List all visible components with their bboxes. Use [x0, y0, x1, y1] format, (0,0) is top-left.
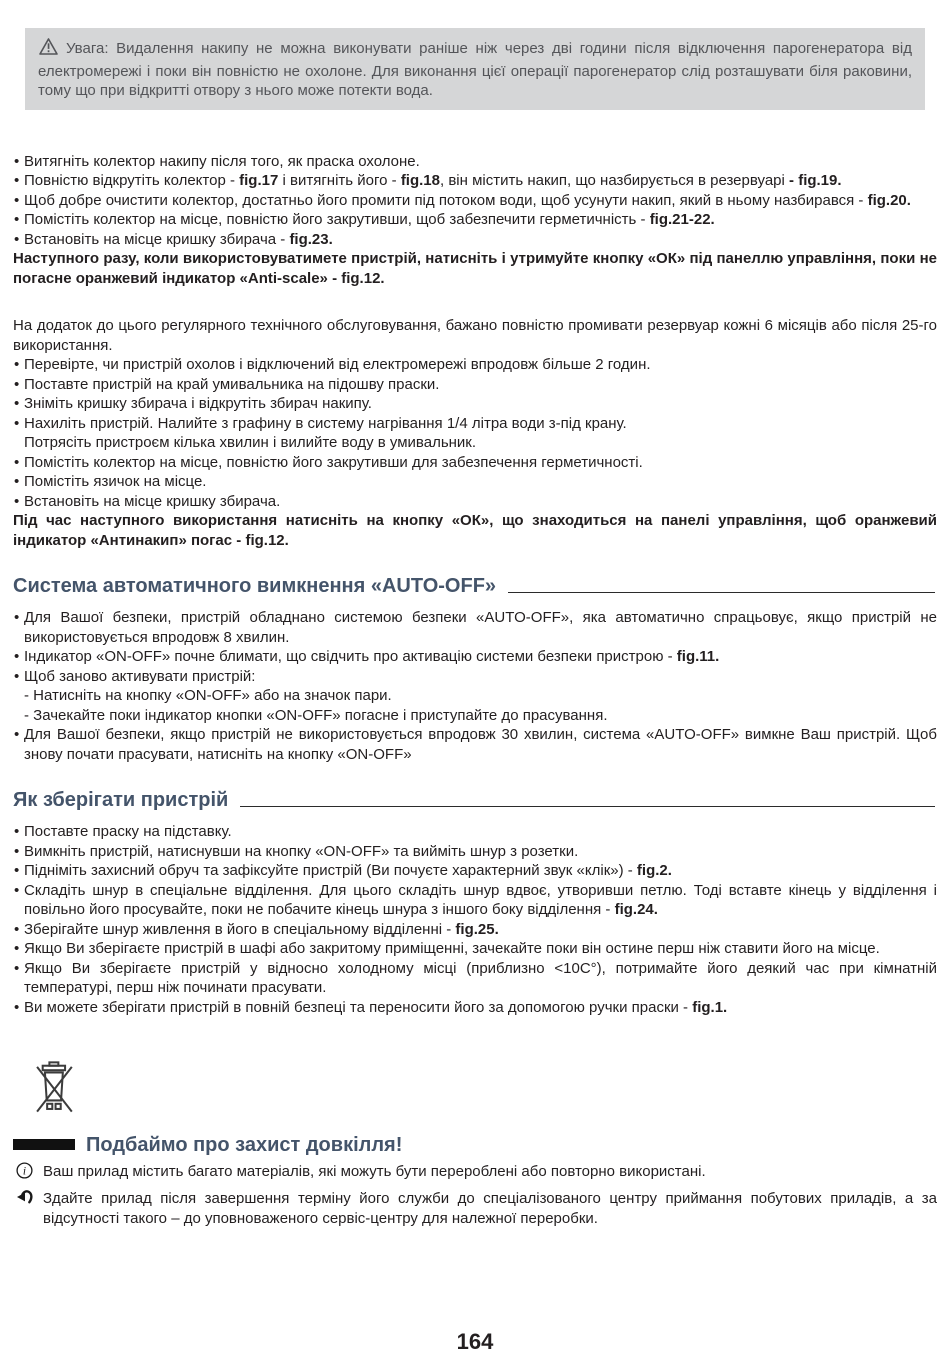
page-number: 164 [456, 1328, 494, 1354]
auto-off-list [13, 608, 937, 764]
list-item: • Якщо Ви зберігаєте пристрій у відносно холодному місці (приблизно <10C°), потримайте його деякий час при кімнатній температурі, перш ніж починати прасувати. [13, 959, 937, 998]
environment-item-text: Здайте прилад після завершення терміну його служби до спеціалізованого центру приймання побутових приладів, а за відсутності такого – до уповноваженого сервіс-центру для належної переробки. [43, 1190, 937, 1227]
list-item: • Перевірте, чи пристрій охолов і відключений від електромережі впродовж більше 2 годин. [13, 355, 937, 375]
list-item: • Поставте пристрій на край умивальника на підошву праски. [13, 375, 937, 395]
list-item: • Нахиліть пристрій. Налийте з графину в систему нагрівання 1/4 літра води з-під крану. [13, 414, 937, 434]
rinse-list [13, 355, 937, 511]
environment-heading: Подбаймо про захист довкілля! [86, 1133, 403, 1156]
list-item: - Натисніть на кнопку «ON-OFF» або на значок пари. [24, 687, 392, 704]
list-item: • Витягніть колектор накипу після того, як праска охолоне. [13, 152, 937, 172]
rinse-note: Під час наступного використання натисніть на кнопку «ОК», що знаходиться на панелі управління, щоб оранжевий індикатор «Антинакип» погас - fig.12. [13, 512, 937, 549]
section-storage-heading-row [13, 788, 937, 812]
rinse-intro: На додаток до цього регулярного технічного обслуговування, бажано повністю промивати резервуар кожні 6 місяців або після 25-го використання. [13, 317, 937, 354]
warning-text: Увага: Видалення накипу не можна виконувати раніше ніж через дві години після відключення парогенератора від електромережі і поки він повністю не охолоне. Для виконання цієї операції парогенератор слід розташувати біля раковини, тому що при відкритті отвору з нього може потекти вода. [38, 40, 912, 99]
info-circle-icon [13, 1162, 43, 1185]
descaling-list [13, 152, 937, 250]
list-item: • Помістіть колектор на місце, повністю його закрутивши для забезпечення герметичності. [13, 453, 937, 473]
section-auto-off-heading-row [13, 574, 937, 598]
list-item: • Ви можете зберігати пристрій в повній безпеці та переносити його за допомогою ручки праски - fig.1. [13, 998, 937, 1018]
list-item: • Помістіть колектор на місце, повністю його закрутивши, щоб забезпечити герметичність - fig.21-22. [13, 210, 937, 230]
list-item: - Зачекайте поки індикатор кнопки «ON-OFF» погасне і приступайте до прасування. [24, 706, 608, 724]
list-item: • Щоб добре очистити колектор, достатньо його промити під потоком води, щоб усунути накип, який в ньому назбирався - fig.20. [13, 191, 937, 211]
storage-heading: Як зберігати пристрій [13, 789, 229, 811]
list-item: • Якщо Ви зберігаєте пристрій в шафі або закритому приміщенні, зачекайте поки він остине перш ніж ставити його на місце. [13, 939, 937, 959]
warning-triangle-icon [38, 37, 59, 62]
list-item: • Поставте праску на підставку. [13, 822, 937, 842]
list-item: • Зберігайте шнур живлення в його в спеціальному відділенні - fig.25. [13, 920, 937, 940]
list-item: • Встановіть на місце кришку збирача - fig.23. [13, 230, 937, 250]
auto-off-heading: Система автоматичного вимкнення «AUTO-OFF» [13, 575, 497, 597]
list-item: • Підніміть захисний обруч та зафіксуйте пристрій (Ви почуєте характерний звук «клік») - fig.2. [13, 861, 937, 881]
return-arrow-icon [13, 1189, 43, 1228]
list-item: • Для Вашої безпеки, пристрій обладнано системою безпеки «AUTO-OFF», яка автоматично спрацьовує, якщо пристрій не використовується впродовж 8 хвилин. [13, 608, 937, 647]
heading-rule [508, 592, 935, 593]
list-item: Потрясіть пристроєм кілька хвилин і вилийте воду в умивальник. [24, 434, 477, 451]
environment-heading-row [13, 1133, 937, 1157]
environment-item-text: Ваш прилад містить багато матеріалів, які можуть бути перероблені або повторно використані. [43, 1162, 706, 1180]
list-item: • Вимкніть пристрій, натиснувши на кнопку «ON-OFF» та вийміть шнур з розетки. [13, 842, 937, 862]
list-item: • Повністю відкрутіть колектор - fig.17 і витягніть його - fig.18, він містить накип, що назбирується в резервуарі - fig.19. [13, 171, 937, 191]
storage-list [13, 822, 937, 1017]
environment-item [13, 1162, 937, 1185]
list-item: • Помістіть язичок на місце. [13, 472, 937, 492]
list-item: • Зніміть кришку збирача і відкрутіть збирач накипу. [13, 394, 937, 414]
environment-heading-bar [13, 1139, 75, 1150]
list-item: • Встановіть на місце кришку збирача. [13, 492, 937, 512]
weee-bin-icon [33, 1059, 937, 1121]
environment-item [13, 1189, 937, 1228]
list-item: • Індикатор «ON-OFF» почне блимати, що свідчить про активацію системи безпеки пристрою - fig.11. [13, 647, 937, 667]
svg-text:i: i [22, 1165, 27, 1178]
heading-rule [240, 806, 935, 807]
list-item: • Для Вашої безпеки, якщо пристрій не використовується впродовж 30 хвилин, система «AUTO-OFF» вимкне Ваш пристрій. Щоб знову почати прасувати, натисніть на кнопку «ON-OFF» [13, 725, 937, 764]
list-item: • Щоб заново активувати пристрій: [13, 667, 937, 687]
list-item: • Складіть шнур в спеціальне відділення. Для цього складіть шнур вдвоє, утворивши петлю. Тоді вставте кінець у відділення і повільно його просувайте, поки не побачите кінець шнура з іншого боку відділення - fig.24. [13, 881, 937, 920]
environment-section [13, 1059, 937, 1228]
descaling-note: Наступного разу, коли використовуватимете пристрій, натисніть і утримуйте кнопку «ОК» під панеллю управління, поки не погасне оранжевий індикатор «Anti-scale» - fig.12. [13, 250, 937, 287]
warning-box [25, 28, 925, 110]
